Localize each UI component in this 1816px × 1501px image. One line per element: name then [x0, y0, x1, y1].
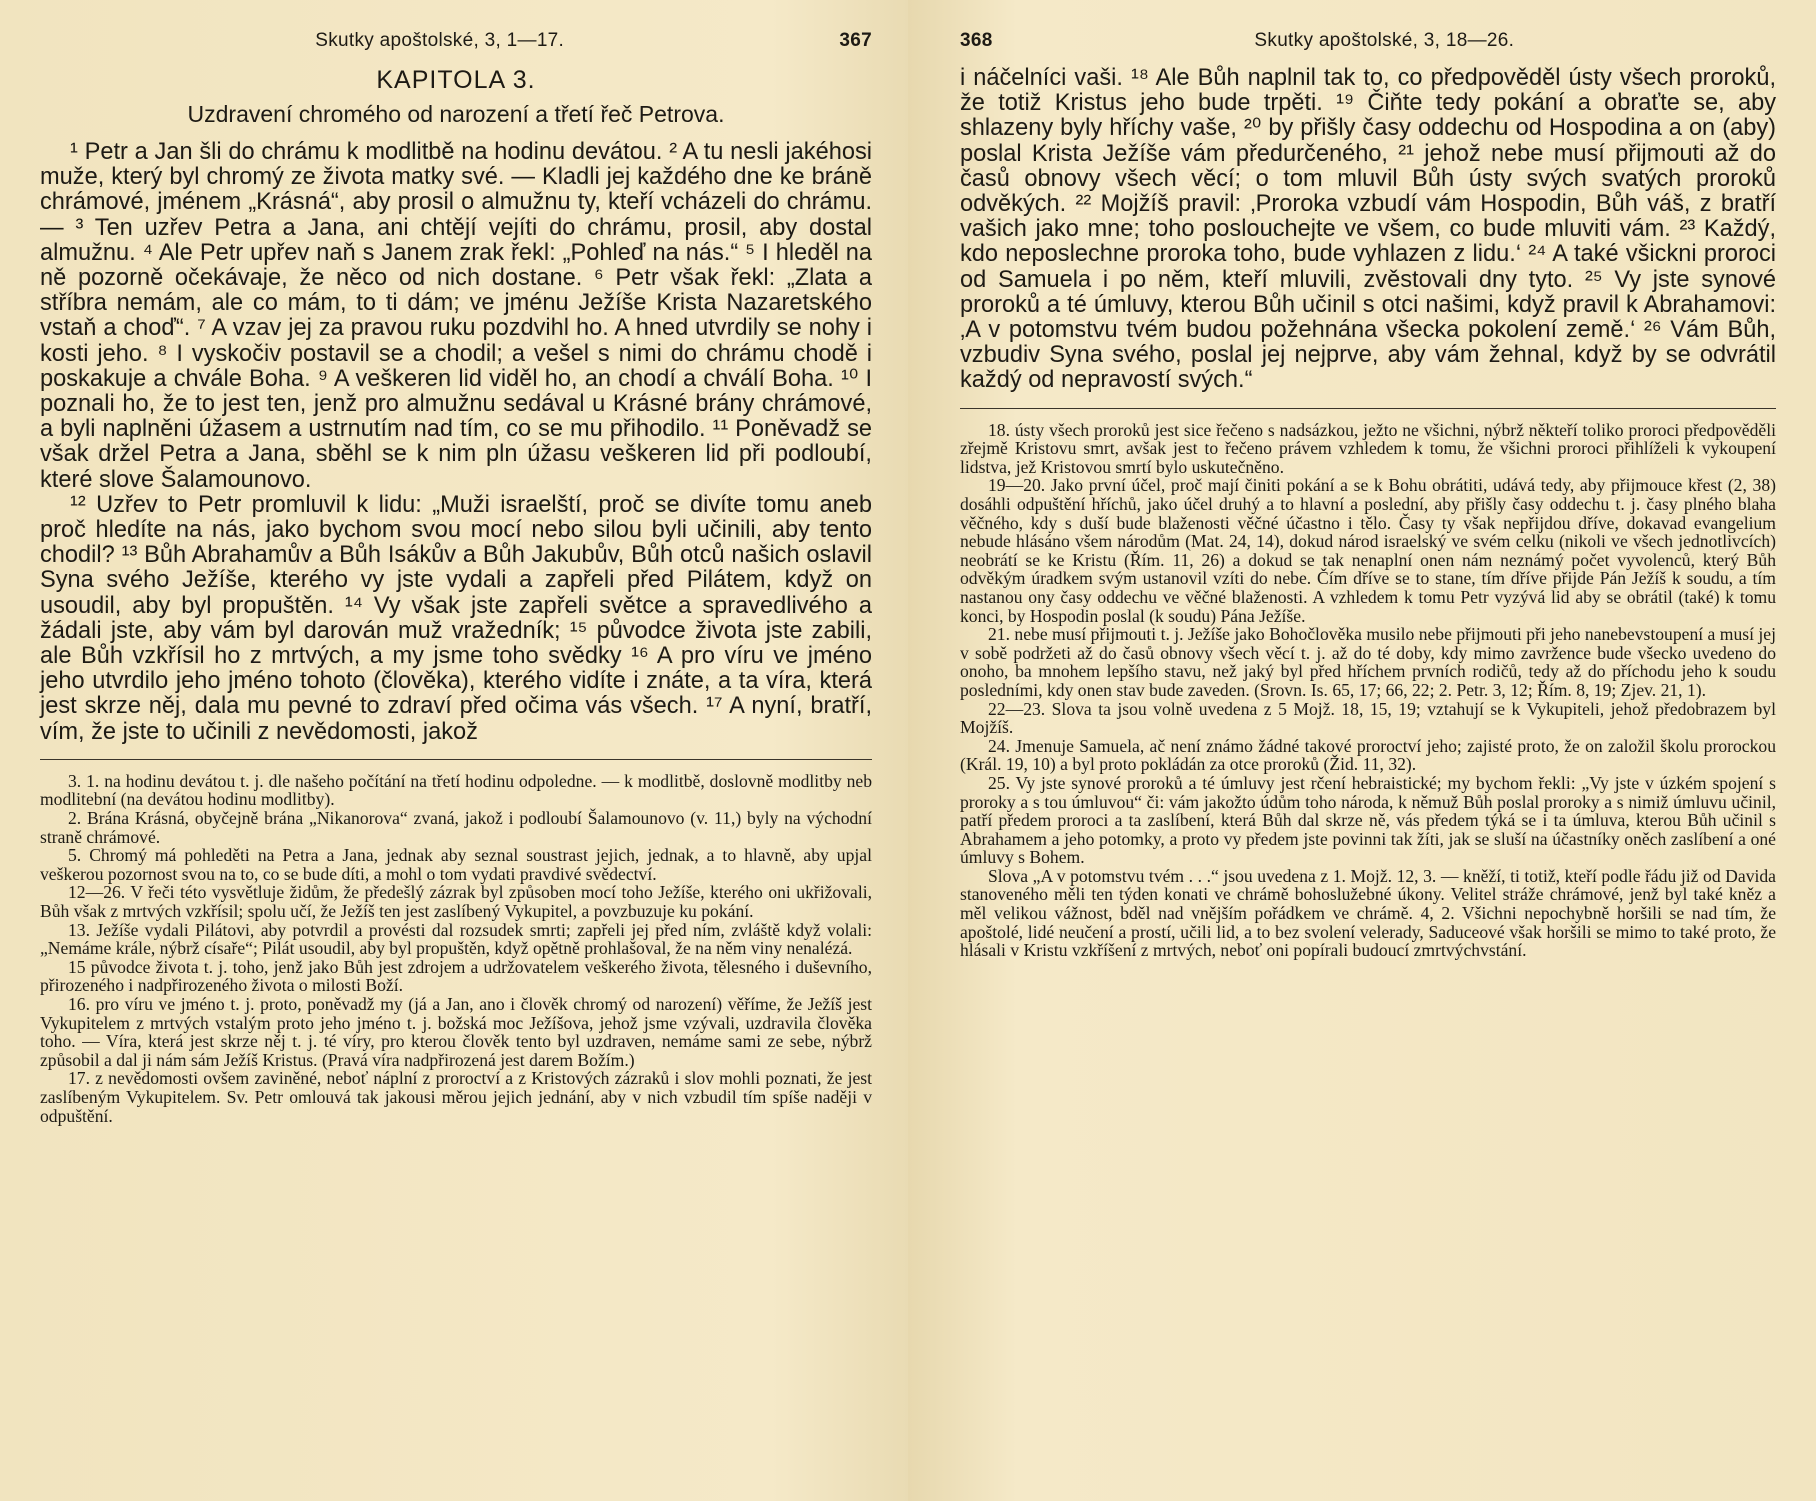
- right-page: [908, 0, 1816, 1501]
- footnote: 2. Brána Krásná, obyčejně brána „Nikanorova“ zvaná, jakož i podloubí Šalamounovo (v. 11,) byly na východní straně chrámové.: [40, 808, 872, 847]
- page-number-right: 368: [960, 30, 993, 51]
- footnote: 25. Vy jste synové proroků a té úmluvy jest rčení hebraistické; my bychom řekli: „Vy jste v úzkém spojení s proroky a s tou úmluvou“ či: vám jakožto údům toho národa, k němuž Bůh poslal proroky a s nimiž úmluvu učinil, patří předem proroci a ta zaslíbení, která Bůh dal skrze ně, vás předem týká se i ta úmluva, kterou Bůh učinil s Abrahamem a jeho potomky, a proto vy předem jste povinni tak žíti, jak se sluší na účastníky oněch zaslíbení a oné úmluvy s Bohem.: [960, 772, 1776, 868]
- footnote: 22—23. Slova ta jsou volně uvedena z 5 Mojž. 18, 15, 19; vztahují se k Vykupiteli, jehož předobrazem byl Mojžíš.: [960, 698, 1776, 738]
- footnote: 19—20. Jako první účel, proč mají činiti pokání a se k Bohu obrátiti, udává tedy, aby přijmouce křest (2, 38) dosáhli odpuštění hříchů, jako účel druhý a to hlavní a poslední, aby přišly časy oddechu t. j. časy plného blaha věčného, kdy s duší bude blaženosti věčné účastno i tělo. Časy ty však nepřijdou dříve, dokavad evangelium nebude hlásáno všem národům (Mat. 24, 14), dokud národ israelský ve svém celku (nikoli ve všech jednotlivcích) neobrátí se ke Kristu (Řím. 11, 26) a dokud se tak nenaplní onen nám neznámý počet vyvolenců, který Bůh odvěkým úradkem svým ustanovil vzíti do nebe. Čím dříve se to stane, tím dříve přijde Pán Ježíš k soudu, a tím nastanou ony časy oddechu ve věčné blaženosti. A vzhledem k tomu Petr vyzývá lid aby se obrátil (také) k tomu konci, by Hospodin poslal (k soudu) Pána Ježíše.: [960, 475, 1776, 626]
- footnote: 21. nebe musí přijmouti t. j. Ježíše jako Bohočlověka musilo nebe přijmouti při jeho nanebevstoupení a musí jej v sobě podržeti až do časů obnovy všech věcí t. j. až do té doby, kdy mimo zavržence bude všecko uvedeno do onoho, ba mnohem lepšího stavu, než jaký byl před hříchem prvních rodičů, tedy až do příchodu jeho k soudu posledními, kdy onen stav bude zaveden. (Srovn. Is. 65, 17; 66, 22; 2. Petr. 3, 12; Řím. 8, 19; Zjev. 21, 1).: [960, 624, 1776, 700]
- running-head-left: [40, 30, 872, 52]
- footnote-divider-left: [40, 759, 872, 760]
- page-number-left: 367: [839, 30, 872, 51]
- main-paragraph: i náčelníci vaši. ¹⁸ Ale Bůh naplnil tak to, co předpověděl ústy všech proroků, že totiž Kristus jeho bude trpěti. ¹⁹ Čiňte tedy pokání a obraťte se, aby shlazeny byly hříchy vaše, ²⁰ by přišly časy oddechu od Hospodina a on (aby) poslal Krista Ježíše vám předurčeného, ²¹ jehož nebe musí přijmouti až do časů obnovy všech věcí; o tom mluvil Bůh ústy svých svatých proroků odvěkých. ²² Mojžíš pravil: ‚Proroka vzbudí vám Hospodin, Bůh váš, z bratří vašich jako mne; toho poslouchejte ve všem, co bude mluviti vám. ²³ Každý, kdo neposlechne proroka toho, bude vyhlazen z lidu.‘ ²⁴ A také všickni proroci od Samuela i po něm, kteří mluvili, zvěstovali dny tyto. ²⁵ Vy jste synové proroků a té úmluvy, kterou Bůh učinil s otci našimi, když pravil k Abrahamovi: ‚A v potomstvu tvém budou požehnána všecka pokolení země.‘ ²⁶ Vám Bůh, vzbudiv Syna svého, poslal jej nejprve, aby vám žehnal, když by se odvrátil každý od nepravostí svých.“: [960, 65, 1776, 394]
- footnote: 12—26. V řeči této vysvětluje židům, že předešlý zázrak byl způsoben mocí toho Ježíše, kterého oni ukřižovali, Bůh však z mrtvých vzkřísil; spolu učí, že Ježíš ten jest zaslíbený Vykupitel, a povzbuzuje ku pokání.: [40, 882, 872, 922]
- footnotes-right: [960, 421, 1776, 960]
- footnote: 16. pro víru ve jméno t. j. proto, poněvadž my (já a Jan, ano i člověk chromý od narození) věříme, že Ježíš jest Vykupitelem z mrtvých vstalým proto jeho jméno t. j. božská moc Ježíšova, jehož jsme vzývali, uzdravila člověka toho. — Víra, která jest skrze něj t. j. té víry, pro kterou člověk tento byl uzdraven, nemáme sami ze sebe, nýbrž způsobil a dal ji nám sám Ježíš Kristus. (Pravá víra nadpřirozená jest darem Božím.): [40, 994, 872, 1070]
- footnote: 17. z nevědomosti ovšem zaviněné, neboť náplní z proroctví a z Kristových zázraků i slov mohli poznati, že jest zaslíbeným Vykupitelem. Sv. Petr omlouvá tak jakousi měrou jejich jednání, aby v nich vzbudil tím spíše naději v odpuštění.: [40, 1068, 872, 1126]
- chapter-title: KAPITOLA 3.: [376, 66, 536, 94]
- main-text-left: [40, 140, 872, 745]
- main-paragraph: ¹² Uzřev to Petr promluvil k lidu: „Muži israelští, proč se divíte tomu aneb proč hledíte na nás, jako bychom svou mocí nebo silou byli učinili, aby tento chodil? ¹³ Bůh Abrahamův a Bůh Isákův a Bůh Jakubův, Bůh otců našich oslavil Syna svého Ježíše, kterého vy jste vydali a zapřeli před Pilátem, když on usoudil, aby byl propuštěn. ¹⁴ Vy však jste zapřeli světce a spravedlivého a žádali jste, aby vám byl darován muž vražedník; ¹⁵ původce života jste zabili, ale Bůh vzkřísil ho z mrtvých, a my jsme toho svědky ¹⁶ A pro víru ve jméno jeho utvrdilo jeho jméno tohoto (člověka), kterého vidíte i znáte, a ta víra, která jest skrze něj, dala mu pevné to zdraví před očima vás všech. ¹⁷ A nyní, bratří, vím, že jste to učinili z nevědomosti, jakož: [40, 491, 872, 745]
- footnote: 18. ústy všech proroků jest sice řečeno s nadsázkou, ježto ne všichni, nýbrž někteří toliko proroci předpověděli zřejmě Kristovu smrt, avšak jest to řečeno právem vzhledem k tomu, že všichni proroci přihlíželi k vykoupení lidstva, jež Kristovou smrtí bylo uskutečněno.: [960, 419, 1776, 477]
- header-title-right: Skutky apoštolské, 3, 18—26.: [1254, 30, 1515, 51]
- footnote: 5. Chromý má pohleděti na Petra a Jana, jednak aby seznal soustrast jejich, jednak, a to hlavně, aby upjal veškerou pozornost svou na to, co se bude díti, a mohl o tom vydati pravdivé svědectví.: [40, 845, 872, 884]
- main-text-right: [960, 66, 1776, 394]
- footnote: 15 původce života t. j. toho, jenž jako Bůh jest zdrojem a udržovatelem veškerého života, tělesného i duševního, přirozeného i nadpřirozeného života o milosti Boží.: [40, 956, 872, 996]
- main-paragraph: ¹ Petr a Jan šli do chrámu k modlitbě na hodinu devátou. ² A tu nesli jakéhosi muže, který byl chromý ze života matky své. — Kladli jej každého dne ke bráně chrámové, jménem „Krásná“, aby prosil o almužnu ty, kteří vcházeli do chrámu. — ³ Ten uzřev Petra a Jana, ani chtějí vejíti do chrámu, prosil, aby dostal almužnu. ⁴ Ale Petr upřev naň s Janem zrak řekl: „Pohleď na nás.“ ⁵ I hleděl na ně pozorně očekávaje, že něco od nich dostane. ⁶ Petr však řekl: „Zlata a stříbra nemám, ale co mám, to ti dám; ve jménu Ježíše Krista Nazaretského vstaň a choď“. ⁷ A vzav jej za pravou ruku pozdvihl ho. A hned utvrdily se nohy i kosti jeho. ⁸ I vyskočiv postavil se a chodil; a vešel s nimi do chrámu chodě i poskakuje a chvále Boha. ⁹ A veškeren lid viděl ho, an chodí a chválí Boha. ¹⁰ I poznali ho, že to jest ten, jenž pro almužnu sedával u Krásné brány chrámové, a byli naplněni úžasem a ustrnutím nad tím, co se mu přihodilo. ¹¹ Poněvadž se však držel Petra a Jana, sběhl se k nim pln úžasu veškeren lid při podloubí, které slove Šalamounovo.: [40, 139, 872, 493]
- chapter-subtitle: Uzdravení chromého od narození a třetí řeč Petrova.: [187, 101, 725, 127]
- footnote-divider-right: [960, 408, 1776, 409]
- footnote: 13. Ježíše vydali Pilátovi, aby potvrdil a provésti dal rozsudek smrti; zapřeli jej před ním, zvláště když volali: „Nemáme krále, nýbrž císaře“; Pilát usoudil, aby byl propuštěn, když opětně prohlašoval, že na něm viny nenalézá.: [40, 919, 872, 959]
- footnote: 3. 1. na hodinu devátou t. j. dle našeho počítání na třetí hodinu odpoledne. — k modlitbě, doslovně modlitby neb modlitební (na devátou hodinu modlitby).: [40, 770, 872, 810]
- footnote: Slova „A v potomstvu tvém . . .“ jsou uvedena z 1. Mojž. 12, 3. — kněží, ti totiž, kteří podle řádu již od Davida stanoveného měli ten týden konati ve chrámě bohoslužebné úkony. Velitel stráže chrámové, jenž byl také kněz a měl velikou vážnost, bděl nad vnějším pořádkem ve chrámě. 4, 2. Všichni nepochybně horšili se nad tím, že apoštolé, lidé neučení a prostí, učili lid, a to bez svolení velerady, Saduceové však horšili se mimo to také proto, že hlásali v Kristu vzkříšení z mrtvých, neboť oni popírali budoucí zmrtvýchvstání.: [960, 865, 1776, 961]
- header-title-left: Skutky apoštolské, 3, 1—17.: [315, 30, 565, 51]
- running-head-right: [960, 30, 1776, 52]
- footnote: 24. Jmenuje Samuela, ač není známo žádné takové proroctví jeho; zajisté proto, že on založil školu prorockou (Král. 19, 10) a byl proto pokládán za otce proroků (Žid. 11, 32).: [960, 735, 1776, 775]
- footnotes-left: [40, 772, 872, 1125]
